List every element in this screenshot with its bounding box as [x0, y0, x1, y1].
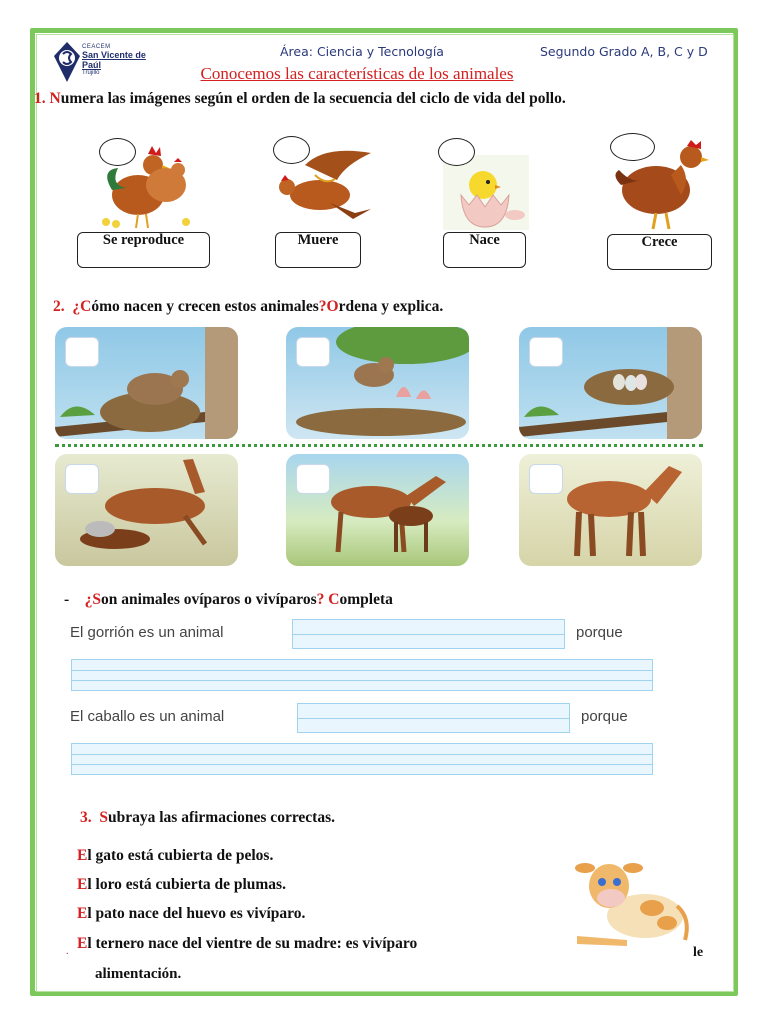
statement-3[interactable]: [77, 905, 305, 923]
answer-blank-sparrow[interactable]: [292, 619, 565, 649]
horse-photo-3: [519, 454, 702, 566]
order-oval-4[interactable]: [610, 133, 655, 161]
worksheet-title: Conocemos las características de los animales: [200, 64, 514, 83]
question-2-text1: ómo nacen y crecen estos animales: [91, 298, 319, 315]
grade-label: Segundo Grado A, B, C y D: [540, 44, 708, 59]
order-box-bird-3[interactable]: [529, 337, 563, 367]
statement-text: l gato está cubierta de pelos.: [87, 847, 274, 864]
question-text2: ompleta: [339, 591, 393, 608]
label-box-1: [77, 232, 210, 268]
question-open: ¿: [84, 591, 93, 608]
horse-photo-1: [55, 454, 238, 566]
answer-blank-horse[interactable]: [297, 703, 570, 733]
order-box-horse-3[interactable]: [529, 464, 563, 494]
statement-1[interactable]: [77, 847, 273, 865]
cut-off-text: alimentación.: [95, 966, 182, 982]
question-2-text2: rdena y explica.: [338, 298, 444, 315]
bullet-dot: .: [66, 946, 69, 957]
question-3-initial: S: [99, 809, 108, 826]
label-se-reproduce: Se reproduce: [102, 232, 185, 248]
question-2: [53, 298, 443, 316]
porque-label-2: porque: [581, 708, 628, 725]
bird-photo-2: [286, 327, 469, 439]
order-box-horse-2[interactable]: [296, 464, 330, 494]
porque-label-1: porque: [576, 624, 623, 641]
order-oval-2[interactable]: [273, 136, 310, 164]
calf-icon: [567, 848, 692, 953]
label-box-3: [443, 232, 526, 268]
bird-photo-3: [519, 327, 702, 439]
question-1-number: 1.: [34, 90, 46, 107]
sentence-sparrow: El gorrión es un animal: [70, 624, 224, 641]
statement-text: l loro está cubierta de plumas.: [87, 876, 286, 893]
order-oval-1[interactable]: [99, 138, 136, 166]
question-dash: -: [64, 591, 70, 608]
label-box-2: [275, 232, 361, 268]
statement-initial: E: [77, 905, 88, 922]
question-initial2: C: [328, 591, 340, 608]
statement-4[interactable]: [77, 935, 417, 953]
statement-initial: E: [77, 847, 88, 864]
logo-city: Trujillo: [82, 70, 100, 76]
subject-area: Área: Ciencia y Tecnología: [280, 44, 444, 59]
order-box-bird-1[interactable]: [65, 337, 99, 367]
sentence-horse: El caballo es un animal: [70, 708, 225, 725]
hatching-chick-icon: [443, 155, 529, 230]
order-box-bird-2[interactable]: [296, 337, 330, 367]
label-box-4: [607, 234, 712, 270]
logo-acronym: CEACEM: [82, 44, 111, 50]
cut-off-right-text: le: [693, 945, 704, 960]
label-nace: Nace: [469, 232, 500, 248]
question-1-initial: N: [49, 90, 61, 107]
question-3-text: ubraya las afirmaciones correctas.: [108, 809, 335, 826]
question-2-initial2: O: [326, 298, 339, 315]
answer-reason-horse[interactable]: [71, 743, 653, 775]
order-box-horse-1[interactable]: [65, 464, 99, 494]
answer-reason-sparrow[interactable]: [71, 659, 653, 691]
question-2-initial: C: [80, 298, 92, 315]
question-1-text: umera las imágenes según el orden de la secuencia del ciclo de vida del pollo.: [60, 90, 566, 107]
question-initial: S: [92, 591, 102, 608]
question-2-close: ?: [318, 298, 327, 315]
question-3-number: 3.: [80, 809, 92, 826]
question-1: [34, 90, 566, 108]
statement-initial: E: [77, 876, 88, 893]
question-2-open: ¿: [72, 298, 81, 315]
label-crece: Crece: [641, 234, 678, 250]
statement-2[interactable]: [77, 876, 286, 894]
question-2-number: 2.: [53, 298, 65, 315]
horse-photo-2: [286, 454, 469, 566]
calf-illustration: [567, 848, 692, 953]
bird-photo-1: [55, 327, 238, 439]
statement-text: l ternero nace del vientre de su madre: es vivíparo: [87, 935, 418, 952]
question-oviparous: [64, 591, 393, 609]
section-divider: [55, 444, 703, 447]
question-3: [80, 809, 335, 827]
statement-text: l pato nace del huevo es vivíparo.: [87, 905, 306, 922]
logo-name: San Vicente de Paúl: [82, 50, 146, 70]
order-oval-3[interactable]: [438, 138, 475, 166]
question-close: ?: [316, 591, 325, 608]
statement-initial: E: [77, 935, 88, 952]
label-muere: Muere: [297, 232, 339, 248]
hatching-chick-image: [443, 155, 529, 230]
question-text1: on animales ovíparos o vivíparos: [101, 591, 317, 608]
